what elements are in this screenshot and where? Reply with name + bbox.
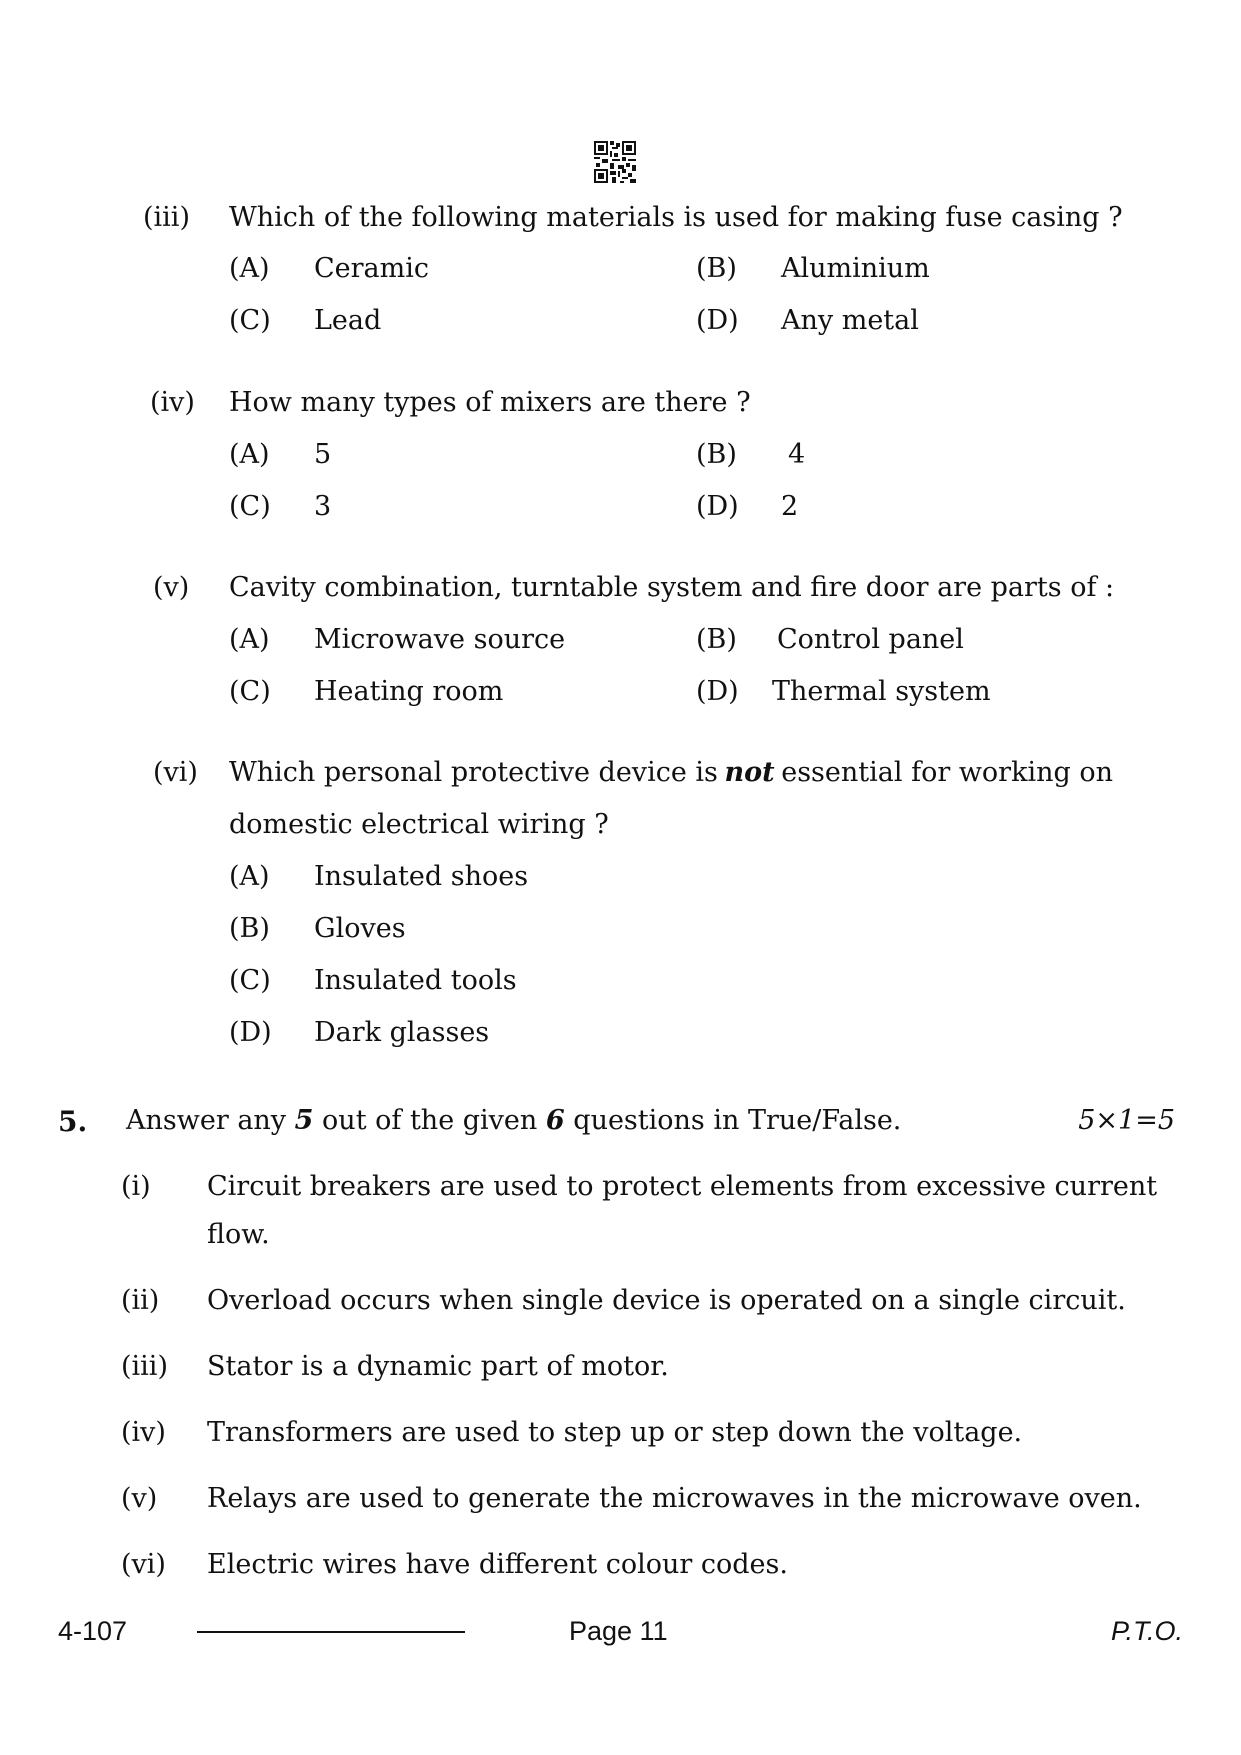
instruction-part: questions in True/False. — [573, 1105, 902, 1136]
instruction-count: 5 — [294, 1105, 314, 1136]
option-label: (A) — [229, 253, 270, 284]
option-text: Ceramic — [314, 253, 430, 284]
option-text: Aluminium — [781, 253, 930, 284]
option-label: (A) — [229, 439, 270, 470]
option-text: Thermal system — [772, 676, 991, 707]
option-label: (B) — [696, 253, 737, 284]
option-text: Dark glasses — [314, 1017, 490, 1048]
true-false-statement-line2: flow. — [207, 1219, 270, 1250]
item-number: (vi) — [121, 1549, 166, 1580]
true-false-statement: Electric wires have different colour codes. — [207, 1549, 788, 1580]
true-false-statement: Overload occurs when single device is operated on a single circuit. — [207, 1285, 1126, 1316]
item-number: (v) — [121, 1483, 158, 1514]
option-label: (C) — [229, 491, 271, 522]
question-text-part: Which personal protective device is — [229, 757, 718, 788]
true-false-statement: Transformers are used to step up or step down the voltage. — [207, 1417, 1023, 1448]
option-text: Heating room — [314, 676, 504, 707]
option-text: Gloves — [314, 913, 406, 944]
option-label: (A) — [229, 624, 270, 655]
option-text: 3 — [314, 491, 332, 522]
instruction-part: out of the given — [322, 1105, 538, 1136]
instruction-part: Answer any — [126, 1105, 287, 1136]
option-label: (D) — [696, 491, 739, 522]
question-text-part: essential for working on — [781, 757, 1113, 788]
item-number: (iii) — [121, 1351, 168, 1382]
option-label: (C) — [229, 965, 271, 996]
page-number: Page 11 — [569, 1616, 668, 1646]
section-marks: 5×1=5 — [1078, 1105, 1175, 1136]
question-number: (v) — [153, 572, 190, 603]
paper-code: 4-107 — [58, 1616, 128, 1646]
option-label: (C) — [229, 305, 271, 336]
option-text: Lead — [314, 305, 382, 336]
option-text: 4 — [788, 439, 806, 470]
footer-divider — [197, 1631, 465, 1633]
section-number: 5. — [58, 1105, 88, 1138]
option-label: (D) — [696, 305, 739, 336]
item-number: (ii) — [121, 1285, 160, 1316]
true-false-statement: Circuit breakers are used to protect elements from excessive current — [207, 1171, 1158, 1202]
question-text: Cavity combination, turntable system and fire door are parts of : — [229, 572, 1115, 603]
please-turn-over: P.T.O. — [1110, 1616, 1183, 1646]
option-label: (C) — [229, 676, 271, 707]
option-label: (D) — [229, 1017, 272, 1048]
option-label: (B) — [696, 624, 737, 655]
qr-code-icon — [594, 141, 636, 183]
item-number: (i) — [121, 1171, 151, 1202]
option-label: (B) — [229, 913, 270, 944]
option-text: 5 — [314, 439, 332, 470]
option-text: 2 — [781, 491, 799, 522]
option-text: Any metal — [781, 305, 919, 336]
option-text: Insulated shoes — [314, 861, 529, 892]
option-label: (A) — [229, 861, 270, 892]
question-number: (iii) — [143, 202, 190, 233]
option-text: Microwave source — [314, 624, 566, 655]
option-label: (B) — [696, 439, 737, 470]
question-number: (vi) — [153, 757, 198, 788]
question-text — [229, 757, 1113, 788]
option-text: Control panel — [777, 624, 964, 655]
true-false-statement: Relays are used to generate the microwaves in the microwave oven. — [207, 1483, 1142, 1514]
item-number: (iv) — [121, 1417, 166, 1448]
option-label: (D) — [696, 676, 739, 707]
question-emphasis: not — [724, 757, 775, 788]
question-text: How many types of mixers are there ? — [229, 387, 751, 418]
section-instruction — [126, 1105, 901, 1136]
instruction-count: 6 — [545, 1105, 565, 1136]
option-text: Insulated tools — [314, 965, 517, 996]
question-text-line2: domestic electrical wiring ? — [229, 809, 609, 840]
question-number: (iv) — [150, 387, 195, 418]
question-text: Which of the following materials is used for making fuse casing ? — [229, 202, 1123, 233]
true-false-statement: Stator is a dynamic part of motor. — [207, 1351, 669, 1382]
